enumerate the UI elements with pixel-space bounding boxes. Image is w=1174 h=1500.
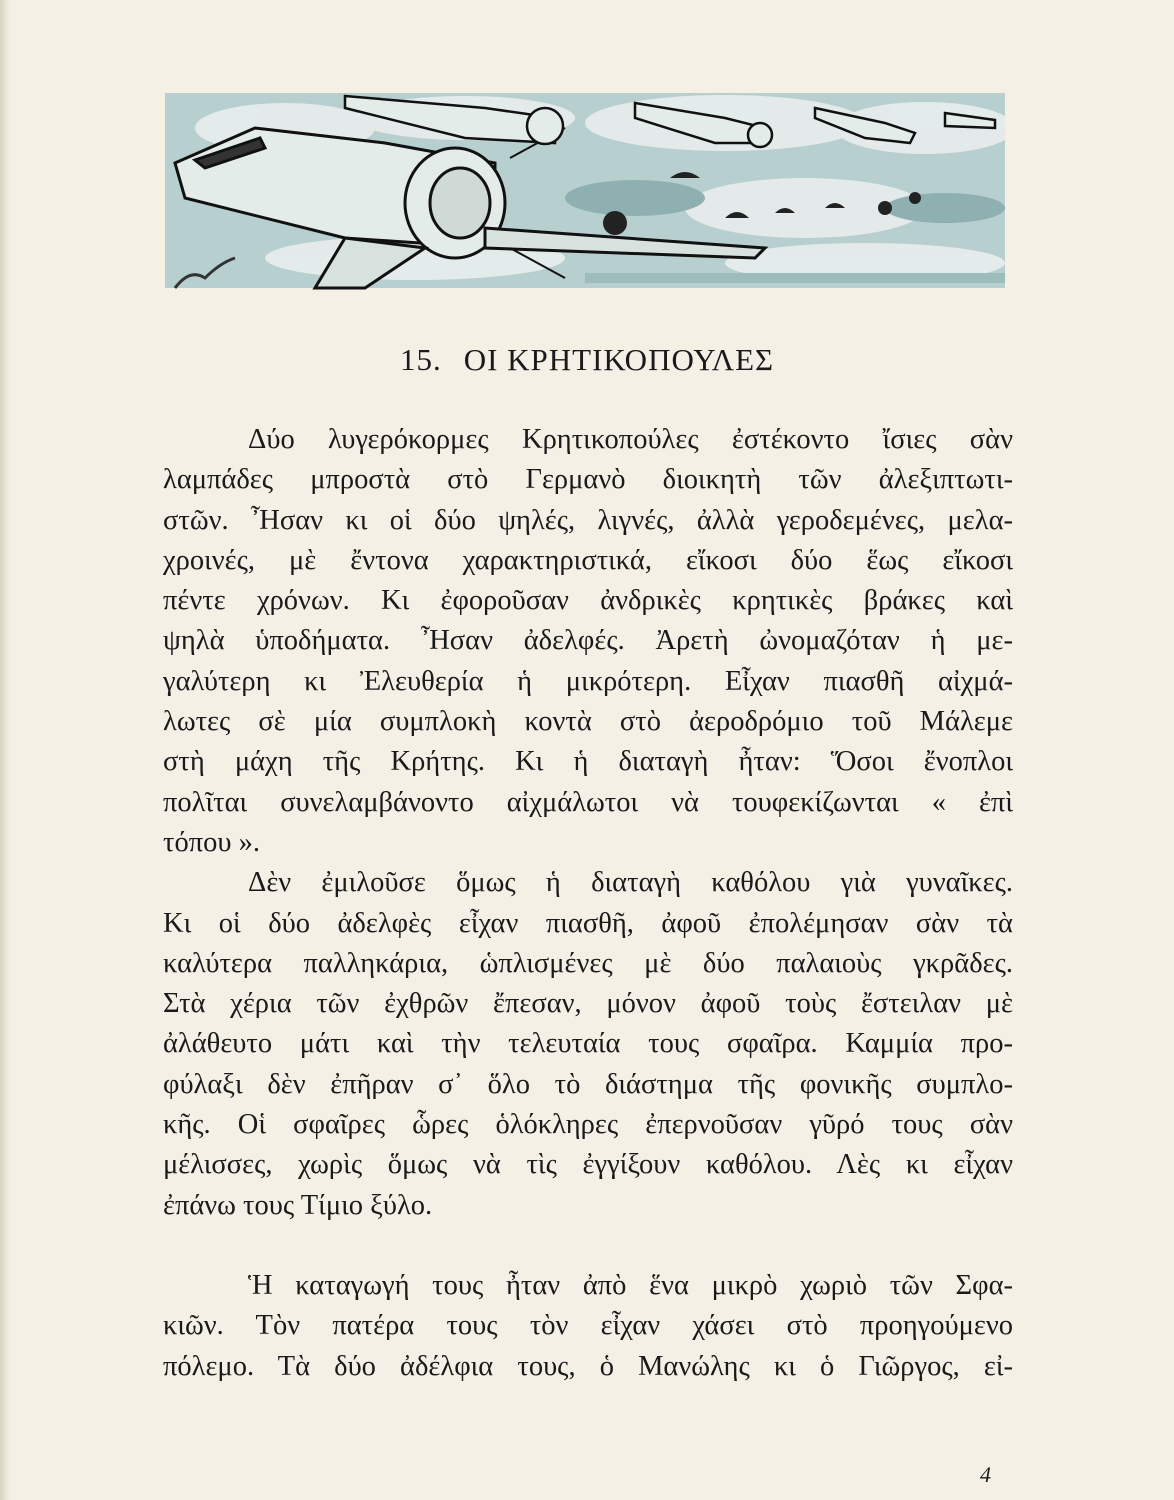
text-line: λαμπάδες μπροστὰ στὸ Γερμανὸ διοικητὴ τῶν ἀλεξιπτωτι- [163,464,1013,496]
text-line: Κι οἱ δύο ἀδελφὲς εἶχαν πιασθῆ, ἀφοῦ ἐπολέμησαν σὰν τὰ [163,907,1013,939]
text-line: πολῖται συνελαμβάνοντο αἰχμάλωτοι νὰ τουφεκίζωνται « ἐπὶ [163,786,1013,818]
text-line: κιῶν. Τὸν πατέρα τους τὸν εἶχαν χάσει στὸ προηγούμενο [163,1310,1013,1342]
page-edge [0,0,10,1500]
text-line: Ἡ καταγωγή τους ἦταν ἀπὸ ἕνα μικρὸ χωριὸ τῶν Σφα- [248,1269,1013,1301]
chapter-number: 15. [399,342,442,377]
text-line: Δὲν ἐμιλοῦσε ὅμως ἡ διαταγὴ καθόλου γιὰ γυναῖκες. [248,867,1013,899]
text-line: ψηλὰ ὑποδήματα. Ἦσαν ἀδελφές. Ἀρετὴ ὠνομαζόταν ἡ με- [163,625,1013,657]
chapter-title-text: ΟΙ ΚΡΗΤΙΚΟΠΟΥΛΕΣ [463,342,775,377]
paragraph-gap [163,1226,1013,1266]
text-line: λωτες σὲ μία συμπλοκὴ κοντὰ στὸ ἀεροδρόμιο τοῦ Μάλεμε [163,706,1013,738]
text-line: πέντε χρόνων. Κι ἐφοροῦσαν ἀνδρικὲς κρητικὲς βράκες καὶ [163,585,1013,617]
text-line: τόπου ». [163,826,260,858]
warplanes-illustration [165,88,1005,303]
text-line: πόλεμο. Τὰ δύο ἀδέλφια τους, ὁ Μανώλης κι ὁ Γιῶργος, εἰ- [163,1350,1013,1382]
text-line: χροινές, μὲ ἔντονα χαρακτηριστικά, εἴκοσι δύο ἕως εἴκοσι [163,544,1013,576]
text-line: ἐπάνω τους Τίμιο ξύλο. [163,1189,433,1221]
text-line: στῶν. Ἦσαν κι οἱ δύο ψηλές, λιγνές, ἀλλὰ γεροδεμένες, μελα- [163,504,1013,536]
text-line: καλύτερα παλληκάρια, ὡπλισμένες μὲ δύο παλαιοὺς γκρᾶδες. [163,947,1013,979]
text-line: Δύο λυγερόκορμες Κρητικοπούλες ἐστέκοντο ἴσιες σὰν [248,424,1013,455]
text-line: μέλισσες, χωρὶς ὅμως νὰ τὶς ἐγγίξουν καθόλου. Λὲς κι εἶχαν [163,1149,1013,1181]
text-line: κῆς. Οἱ σφαῖρες ὧρες ὁλόκληρες ἐπερνοῦσαν γῦρό τους σὰν [163,1109,1013,1141]
text-line: γαλύτερη κι Ἐλευθερία ἡ μικρότερη. Εἶχαν πιασθῆ αἰχμά- [163,665,1013,697]
text-line: στὴ μάχη τῆς Κρήτης. Κι ἡ διαταγὴ ἦταν: Ὅσοι ἔνοπλοι [163,746,1013,778]
text-line: Στὰ χέρια τῶν ἐχθρῶν ἔπεσαν, μόνον ἀφοῦ τοὺς ἔστειλαν μὲ [163,988,1013,1020]
page-number: 4 [980,1462,991,1487]
body-text [163,420,1013,1387]
text-line: ἀλάθευτο μάτι καὶ τὴν τελευταία τους σφαῖρα. Καμμία προ- [163,1028,1013,1060]
text-line: φύλαξι δὲν ἐπῆραν σ᾿ ὅλο τὸ διάστημα τῆς φονικῆς συμπλο- [163,1068,1013,1100]
chapter-title [0,342,1174,378]
